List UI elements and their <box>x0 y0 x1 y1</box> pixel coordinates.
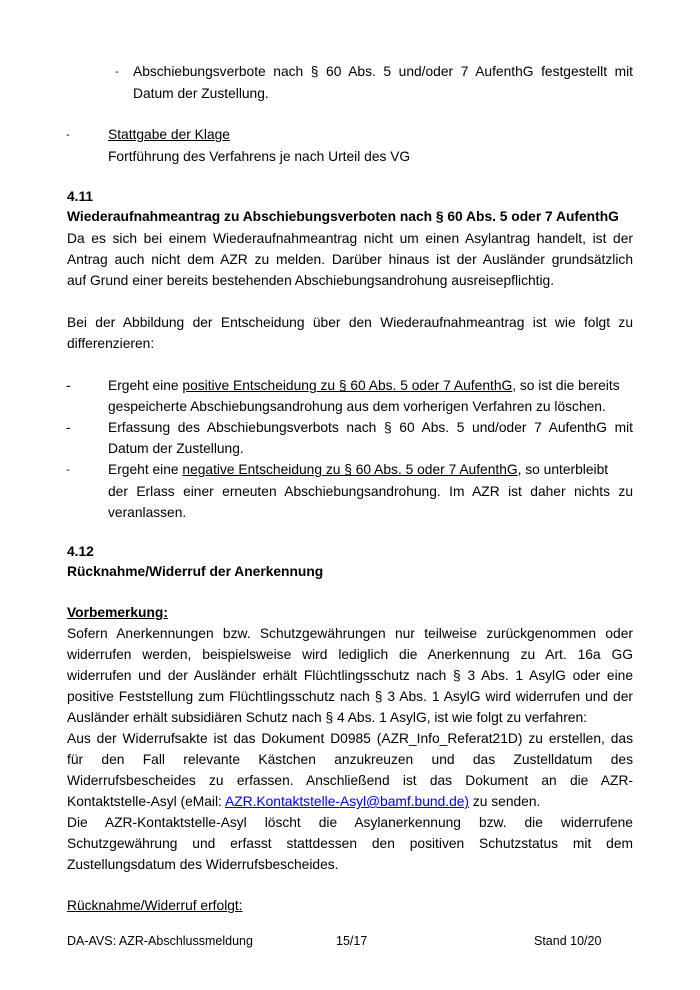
page-number: 15/17 <box>336 934 368 948</box>
paragraph-line: Aus der Widerrufsakte ist das Dokument D0985 (AZR_Info_Referat21D) zu erstellen, das <box>67 731 633 746</box>
list-item-text: Abschiebungsverbote nach § 60 Abs. 5 und/oder 7 AufenthG festgestellt mit <box>133 64 633 79</box>
subheading: Rücknahme/Widerruf erfolgt: <box>67 898 243 913</box>
section-number: 4.11 <box>67 189 94 204</box>
paragraph-line: Zustellungsdatum des Widerrufsbescheides. <box>67 857 339 872</box>
paragraph-line: Widerrufsbescheides zu erfassen. Anschließend ist das Dokument an die AZR- <box>67 773 633 788</box>
list-dash: - <box>66 378 71 393</box>
list-dash: - <box>115 66 119 78</box>
list-item-text: veranlassen. <box>108 505 187 520</box>
list-item-text: Datum der Zustellung. <box>133 86 269 101</box>
list-item-text: Erfassung des Abschiebungsverbots nach § 60 Abs. 5 und/oder 7 AufenthG mit <box>108 420 633 435</box>
list-item-text: Ergeht eine negative Entscheidung zu § 60 Abs. 5 oder 7 AufenthG, so unterbleibt <box>108 462 609 477</box>
negative-decision-underlined: negative Entscheidung zu § 60 Abs. 5 oder 7 AufenthG <box>182 462 518 477</box>
vorbemerkung-heading: Vorbemerkung: <box>67 605 168 620</box>
list-dash: - <box>66 464 70 476</box>
paragraph-line: widerrufen und der Ausländer erhält Flüchtlingsschutz nach § 3 Abs. 1 AsylG oder eine <box>67 668 633 683</box>
paragraph-line: widerrufen werden, beispielsweise wird lediglich die Anerkennung zu Art. 16a GG <box>67 647 633 662</box>
email-link[interactable]: AZR.Kontaktstelle-Asyl@bamf.bund.de) <box>224 794 470 809</box>
list-item-text: gespeicherte Abschiebungsandrohung aus dem vorherigen Verfahren zu löschen. <box>108 399 606 414</box>
stattgabe-text: Fortführung des Verfahrens je nach Urteil des VG <box>108 149 411 164</box>
paragraph-line: für den Fall relevante Kästchen anzukreuzen und das Zustelldatum des <box>67 752 633 767</box>
paragraph-line: Sofern Anerkennungen bzw. Schutzgewährungen nur teilweise zurückgenommen oder <box>67 626 633 641</box>
paragraph-line: Schutzgewährung und erfasst stattdessen den positiven Schutzstatus mit dem <box>67 836 633 851</box>
positive-decision-underlined: positive Entscheidung zu § 60 Abs. 5 oder 7 AufenthG <box>182 378 513 393</box>
stattgabe-title: Stattgabe der Klage <box>108 127 230 142</box>
list-item-text: Datum der Zustellung. <box>108 441 244 456</box>
list-item-text: der Erlass einer erneuten Abschiebungsandrohung. Im AZR ist daher nichts zu <box>108 484 633 499</box>
list-dash: - <box>66 129 70 141</box>
footer-left: DA-AVS: AZR-Abschlussmeldung <box>67 934 253 948</box>
list-dash: - <box>66 420 71 435</box>
section-heading: Rücknahme/Widerruf der Anerkennung <box>67 564 324 579</box>
paragraph-line: positive Feststellung zum Flüchtlingsschutz nach § 3 Abs. 1 AsylG wird widerrufen und der <box>67 689 633 704</box>
paragraph-line: Antrag auch nicht dem AZR zu melden. Darüber hinaus ist der Ausländer grundsätzlich <box>67 252 633 267</box>
paragraph-line: auf Grund einer bereits bestehenden Abschiebungsandrohung ausreisepflichtig. <box>67 273 555 288</box>
paragraph-line: Bei der Abbildung der Entscheidung über den Wiederaufnahmeantrag ist wie folgt zu <box>67 315 633 330</box>
section-number: 4.12 <box>67 544 94 559</box>
footer-right: Stand 10/20 <box>534 934 602 948</box>
list-item-text: Ergeht eine positive Entscheidung zu § 60 Abs. 5 oder 7 AufenthG, so ist die bereits <box>108 378 620 393</box>
paragraph-line: Ausländer erhält subsidiären Schutz nach § 4 Abs. 1 AsylG, ist wie folgt zu verfahren: <box>67 710 587 725</box>
paragraph-line: Die AZR-Kontaktstelle-Asyl löscht die Asylanerkennung bzw. die widerrufene <box>67 815 633 830</box>
paragraph-line: Kontaktstelle-Asyl (eMail: AZR.Kontaktstelle-Asyl@bamf.bund.de) zu senden. <box>67 794 541 809</box>
paragraph-line: differenzieren: <box>67 336 155 351</box>
section-heading: Wiederaufnahmeantrag zu Abschiebungsverboten nach § 60 Abs. 5 oder 7 AufenthG <box>67 209 619 224</box>
paragraph-line: Da es sich bei einem Wiederaufnahmeantrag nicht um einen Asylantrag handelt, ist der <box>67 231 633 246</box>
